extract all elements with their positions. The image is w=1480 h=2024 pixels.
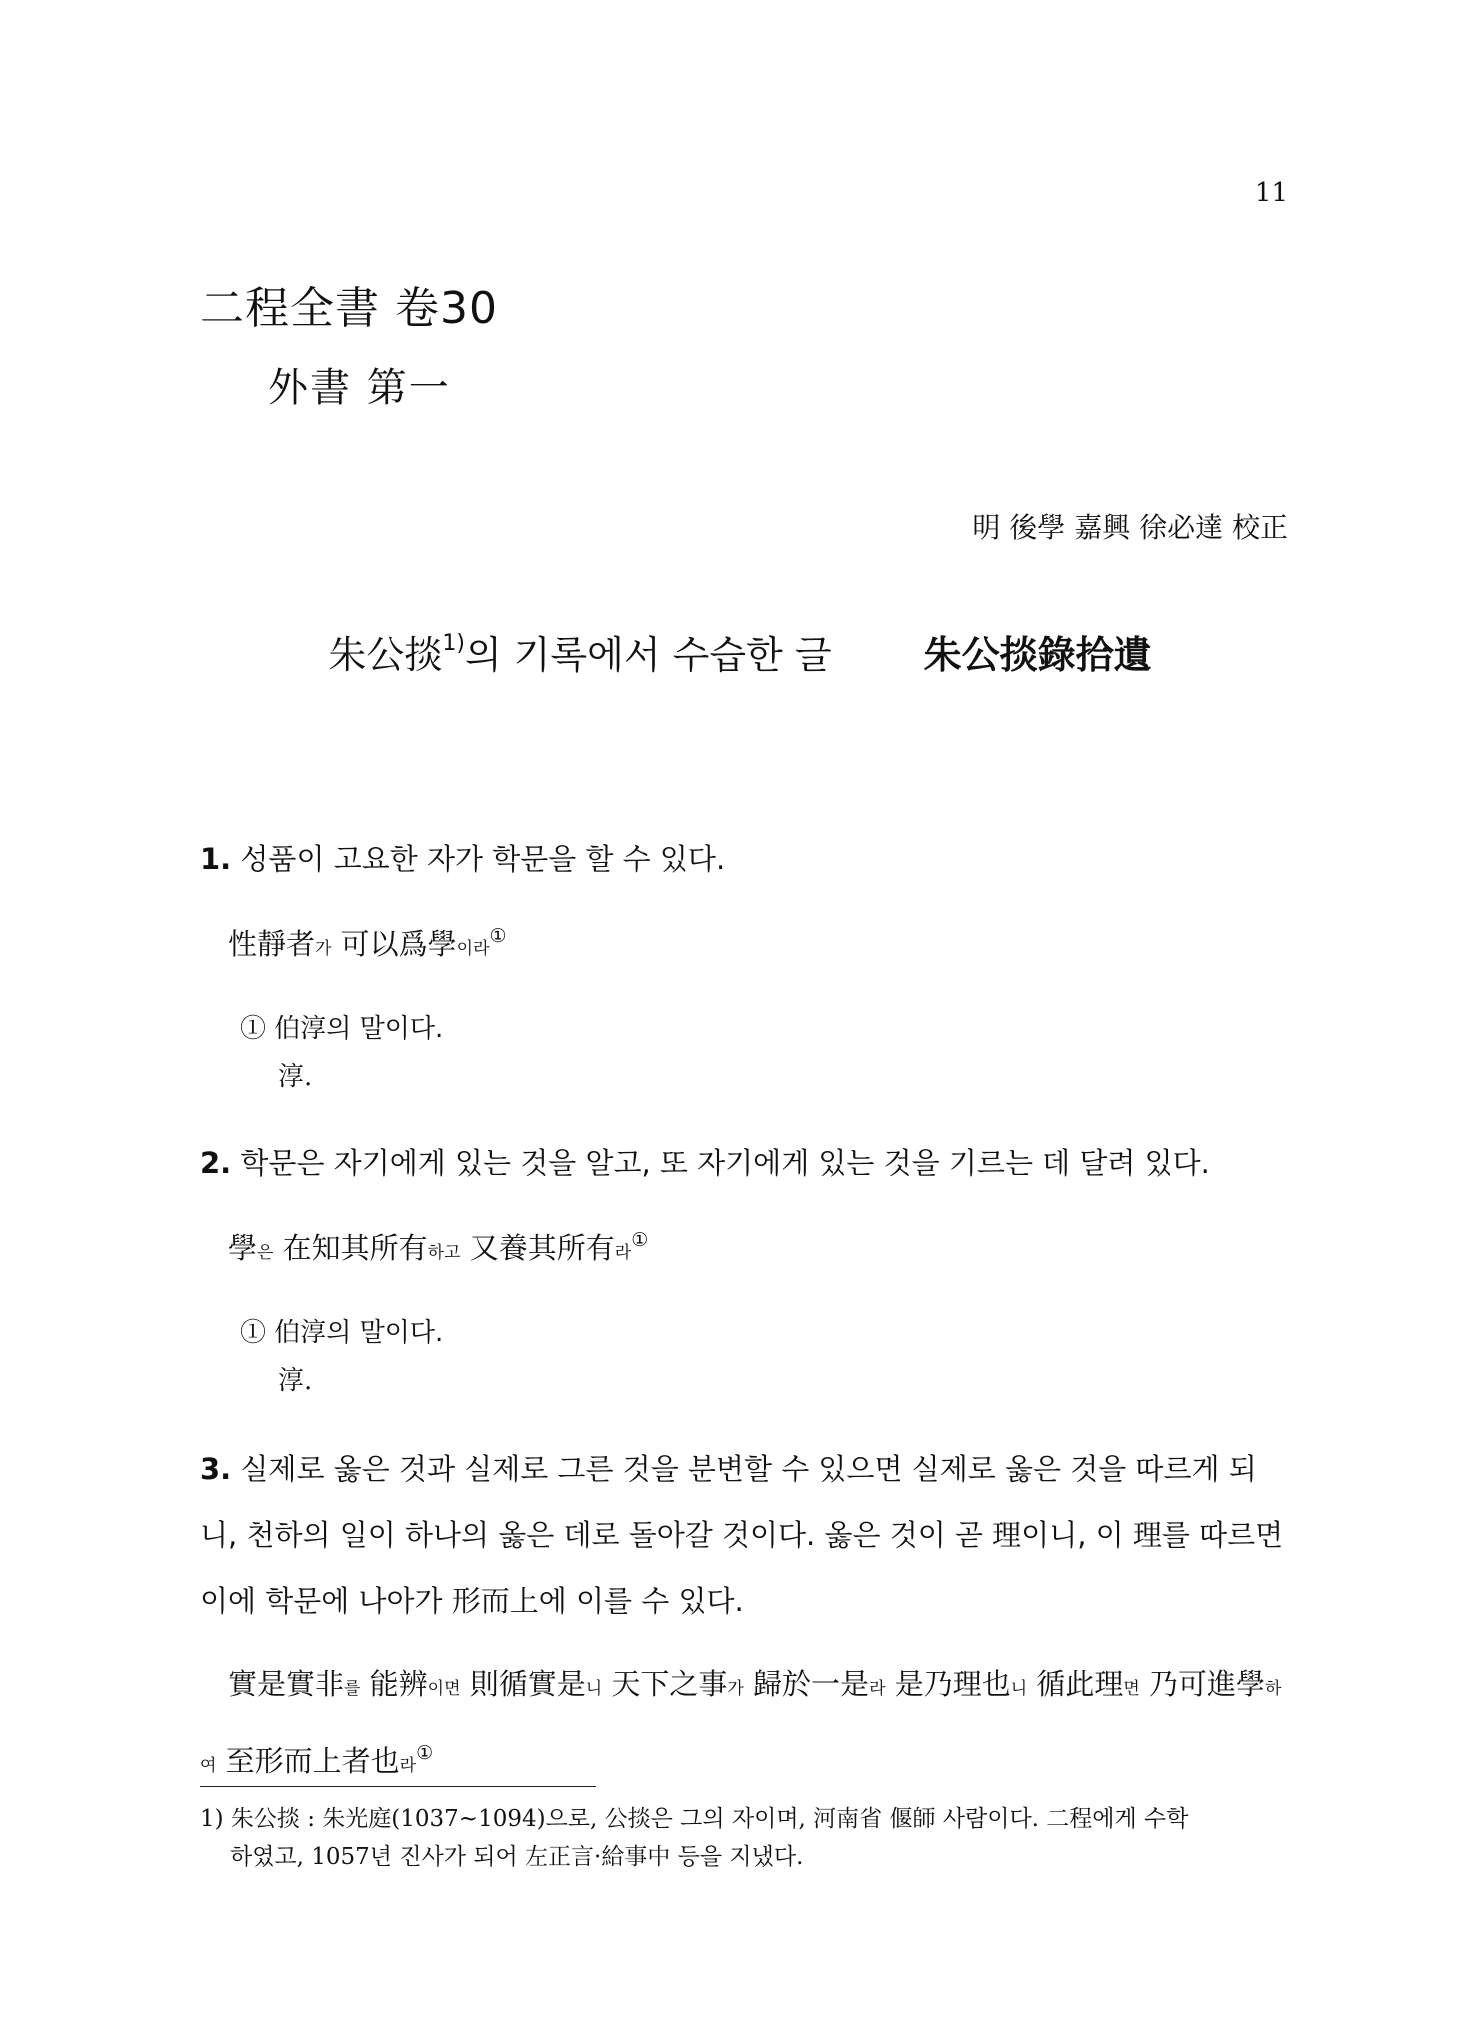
kor-particle: 라 [399,1756,417,1776]
entry-1 [200,826,1288,1101]
chapter-title-korean: 의 기록에서 수습한 글 [464,633,832,677]
kor-particle: 이면 [427,1679,461,1699]
han-segment: 乃可進學 [1139,1667,1266,1701]
entry-heading [200,826,1288,892]
han-segment: 天下之事 [602,1667,728,1701]
note-marker: ① [240,1318,267,1348]
book-title: 二程全書 卷30 [200,283,498,334]
footnote-divider [200,1786,596,1787]
kor-particle: 가 [727,1679,744,1699]
chapter-title-name: 朱公掞 [328,633,443,677]
book-subtitle: 外書 第一 [268,365,451,411]
annotation-note [240,1309,1288,1405]
note-source: 淳. [278,1062,313,1092]
han-segment: 至形而上者也 [216,1744,400,1778]
entry-original-text [228,1214,1288,1279]
kor-particle: 은 [257,1243,274,1263]
editor-credit: 明 後學 嘉興 徐必達 校正 [972,511,1288,544]
han-segment: 是乃理也 [885,1667,1011,1701]
han-segment: 性靜者 [228,927,316,961]
kor-particle: 이라 [456,939,490,959]
note-marker: ① [416,1742,434,1764]
note-name: 伯淳 [274,1318,327,1348]
kor-particle: 를 [344,1679,361,1699]
entry-heading [200,1130,1288,1196]
annotation-note [240,1005,1288,1101]
kor-particle: 면 [1123,1679,1140,1699]
han-segment: 在知其所有 [273,1231,428,1265]
chapter-title-chinese: 朱公掞錄拾遺 [923,632,1152,677]
kor-particle: 하고 [427,1243,461,1263]
entry-3 [200,1436,1288,1798]
kor-particle: 라 [614,1243,632,1263]
kor-particle: 라 [869,1679,886,1699]
note-name: 伯淳 [274,1014,327,1044]
note-marker: ① [631,1229,649,1251]
note-marker: ① [489,925,507,947]
kor-particle: 하여 [200,1679,1282,1776]
footnote-reference: 1) [442,631,465,656]
chapter-title [0,624,1480,679]
kor-particle: 니 [1010,1679,1028,1699]
note-text: 의 말이다. [326,1318,444,1348]
han-segment: 能辨 [360,1667,428,1701]
entry-number: 3. [200,1452,232,1486]
kor-particle: 가 [315,939,332,959]
entry-original-text [228,910,1288,975]
entry-translation: 실제로 옳은 것과 실제로 그른 것을 분변할 수 있으면 실제로 옳은 것을 따르게 되니, 천하의 일이 하나의 옳은 데로 돌아갈 것이다. 옳은 것이 곧 理이니, 이 理를 따르면 이에 학문에 나아가 形而上에 이를 수 있다. [200,1452,1284,1618]
note-source: 淳. [278,1366,313,1396]
footnote [200,1800,1288,1876]
page-number: 11 [1254,178,1288,208]
entry-number: 1. [200,842,232,876]
han-segment: 歸於一是 [743,1667,870,1701]
han-segment: 又養其所有 [460,1231,615,1265]
entry-number: 2. [200,1146,232,1180]
note-marker: ① [240,1014,267,1044]
note-text: 의 말이다. [326,1014,444,1044]
han-segment: 實是實非 [228,1667,345,1701]
han-segment: 則循實是 [460,1667,586,1701]
entry-2 [200,1130,1288,1405]
han-segment: 可以爲學 [331,927,457,961]
entry-original-text [200,1652,1288,1798]
footnote-line: 하였고, 1057년 진사가 되어 左正言·給事中 등을 지냈다. [230,1844,804,1870]
kor-particle: 니 [585,1679,603,1699]
entry-heading [200,1436,1288,1634]
footnote-line: 1) 朱公掞 : 朱光庭(1037~1094)으로, 公掞은 그의 자이며, 河南省 偃師 사람이다. 二程에게 수학 [200,1806,1189,1832]
entry-translation: 성품이 고요한 자가 학문을 할 수 있다. [240,842,726,876]
entry-translation: 학문은 자기에게 있는 것을 알고, 또 자기에게 있는 것을 기르는 데 달려 있다. [240,1146,1210,1180]
han-segment: 學 [228,1231,258,1265]
han-segment: 循此理 [1027,1667,1124,1701]
